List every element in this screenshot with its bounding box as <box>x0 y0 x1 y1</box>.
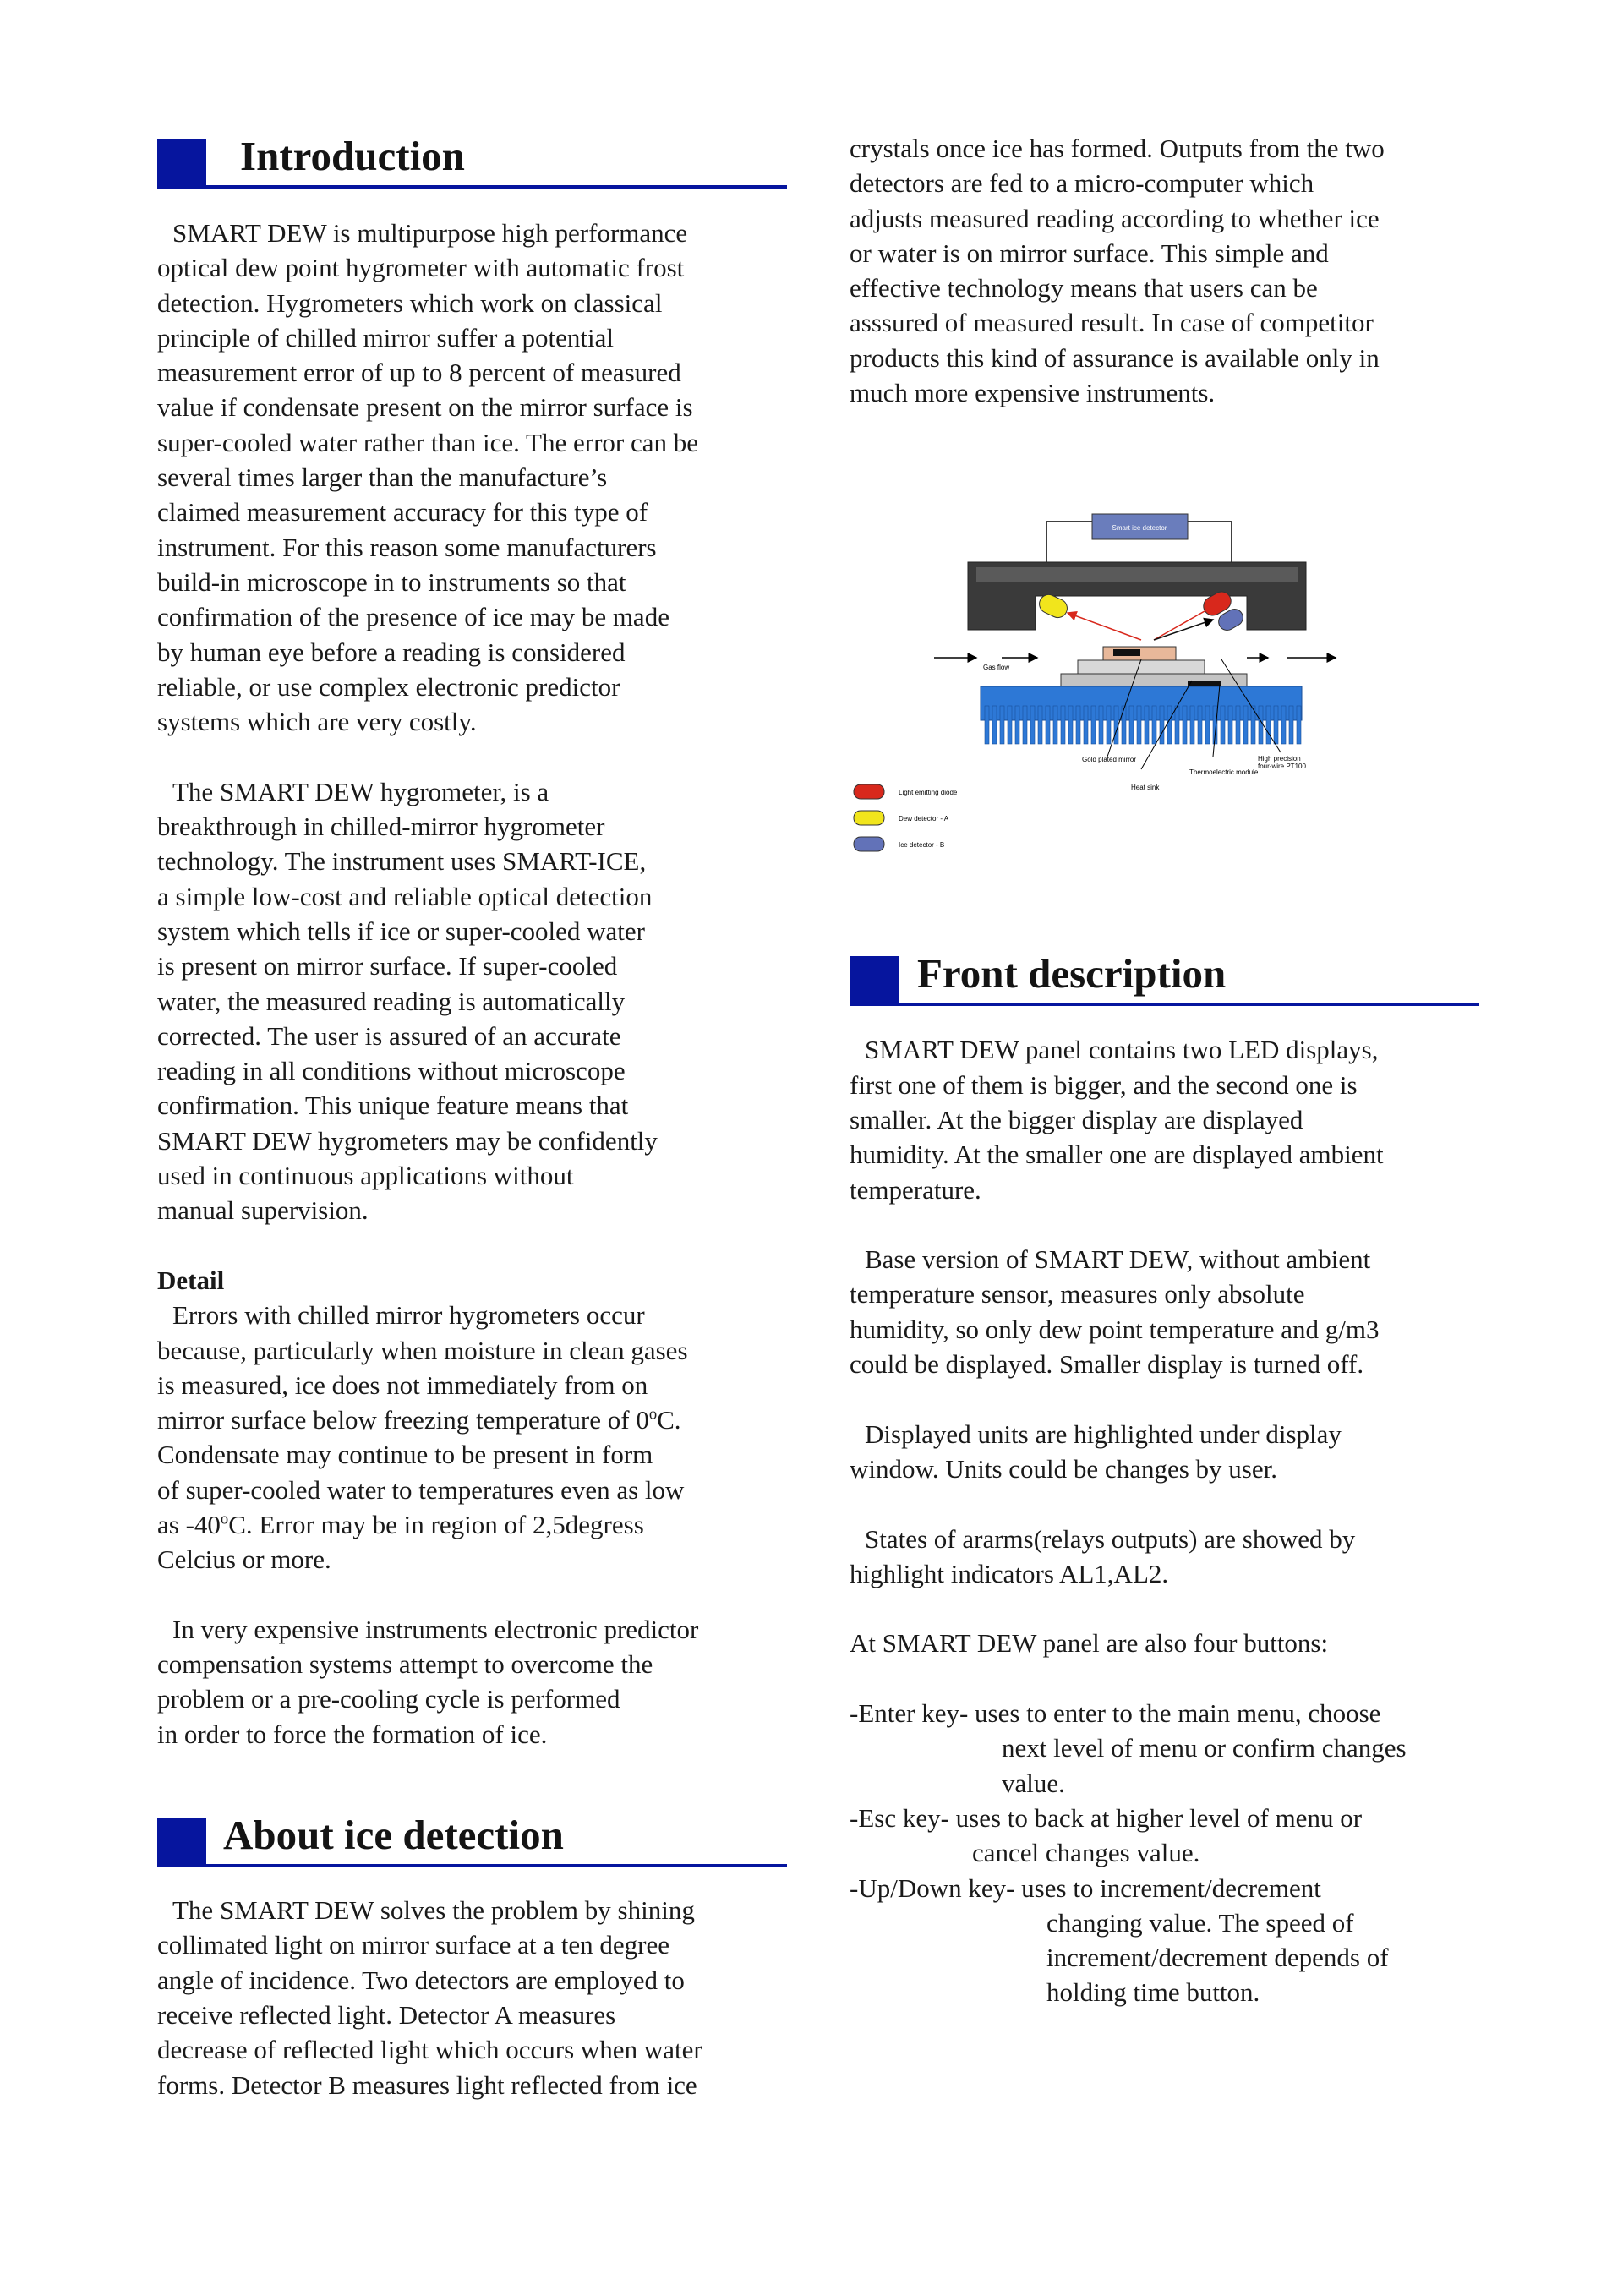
heat-sink-fin <box>1175 706 1179 744</box>
detail-label: Detail <box>157 1265 225 1295</box>
gas-flow-label: Gas flow <box>983 664 1010 671</box>
heat-sink-fin <box>1274 706 1278 744</box>
housing-highlight <box>976 567 1298 582</box>
gold-plated-mirror-label: Gold plated mirror <box>1082 756 1137 763</box>
light-ray-reflected <box>1068 613 1141 640</box>
legend-dew-label: Dew detector - A <box>899 815 949 823</box>
heading-square-marker <box>157 1818 206 1867</box>
heat-sink-fin <box>1023 706 1027 744</box>
heat-sink-fin <box>985 706 989 744</box>
front-paragraph-2: Base version of SMART DEW, without ambient temperature sensor, measures only absolute humidity, so only dew point temperature and g/m3 could be displayed. Smaller display is turned off. <box>850 1244 1380 1380</box>
introduction-heading <box>157 127 787 188</box>
heat-sink-fin <box>1038 706 1042 744</box>
front-paragraph-3: Displayed units are highlighted under display window. Units could be changes by user. <box>850 1419 1342 1484</box>
heat-sink-fin <box>1243 706 1248 744</box>
heat-sink-fin <box>1046 706 1050 744</box>
heat-sink-fin <box>1015 706 1019 744</box>
heading-square-marker <box>157 139 206 188</box>
heat-sink-fin <box>1099 706 1103 744</box>
heat-sink-fin <box>1297 706 1301 744</box>
heading-rule <box>157 185 787 189</box>
heading-square-marker <box>850 956 899 1005</box>
heat-sink-fin <box>992 706 997 744</box>
heat-sink-fin <box>1137 706 1141 744</box>
heat-sink-fin <box>1198 706 1202 744</box>
heat-sink-fin <box>1205 706 1210 744</box>
about-ice-detection-heading <box>157 1806 787 1867</box>
heat-sink-fin <box>1084 706 1088 744</box>
heat-sink-fin <box>1266 706 1271 744</box>
esc-key-description: -Esc key- uses to back at higher level of menu or cancel changes value. <box>850 1802 1363 1868</box>
about-ice-detection-heading-text: About ice detection <box>223 1812 564 1859</box>
introduction-heading-text: Introduction <box>240 133 465 179</box>
front-paragraph-1: SMART DEW panel contains two LED displays, first one of them is bigger, and the second one is smaller. At the bigger display are displayed humidity. At the smaller one are displayed ambient temperature. <box>850 1035 1384 1205</box>
ice-detection-diagram <box>850 511 1348 909</box>
heat-sink-fin <box>1152 706 1156 744</box>
heat-sink-fin <box>1289 706 1293 744</box>
intro-paragraph-4: In very expensive instruments electronic predictor compensation systems attempt to overcome the problem or a pre-cooling cycle is performed in order to force the formation of ice. <box>157 1614 699 1749</box>
front-paragraph-5: At SMART DEW panel are also four buttons: <box>850 1628 1329 1659</box>
heat-sink-fin <box>1122 706 1126 744</box>
front-description-heading <box>850 944 1479 1005</box>
legend-dew-swatch <box>854 811 884 825</box>
heat-sink-fin <box>1129 706 1134 744</box>
mirror-base-plate <box>1078 660 1205 674</box>
high-precision-label: High precision <box>1258 755 1301 763</box>
heat-sink-fin <box>1053 706 1057 744</box>
heat-sink-fin <box>1068 706 1073 744</box>
heat-sink-fin <box>1167 706 1172 744</box>
legend-ice-swatch <box>854 837 884 851</box>
heat-sink-fin <box>1000 706 1004 744</box>
intro-paragraph-2: The SMART DEW hygrometer, is a breakthrough in chilled-mirror hygrometer technology. The instrument uses SMART-ICE, a simple low-cost and reliable optical detection system which tells if ice or super-cooled water is present on mirror surface. If super-cooled water, the measured reading is automatically corrected. The user is assured of an accurate reading in all conditions without microscope confirmation. This unique feature means that SMART DEW hygrometers may be confidently used in continuous applications without manual supervision. <box>157 776 658 1226</box>
smart-ice-detector-label: Smart ice detector <box>1112 524 1167 532</box>
heat-sink-fin <box>1160 706 1164 744</box>
right-column <box>850 127 1479 2010</box>
heat-sink-fin <box>1259 706 1263 744</box>
up-down-key-description: -Up/Down key- uses to increment/decrement changing value. The speed of increment/decrement depends of holding time button. <box>850 1872 1389 2008</box>
heat-sink-fin <box>1114 706 1118 744</box>
enter-key-description: -Enter key- uses to enter to the main menu, choose next level of menu or confirm changes value. <box>850 1698 1407 1798</box>
heat-sink-fin <box>1030 706 1035 744</box>
heat-sink-fin <box>1008 706 1012 744</box>
heat-sink-fin <box>1190 706 1194 744</box>
heat-sink-fin <box>1076 706 1080 744</box>
legend-led-label: Light emitting diode <box>899 789 958 796</box>
heat-sink-fin <box>1107 706 1111 744</box>
heat-sink-fin <box>1221 706 1225 744</box>
detail-paragraph: Errors with chilled mirror hygrometers occur because, particularly when moisture in clean gases is measured, ice does not immediately from on mirror surface below freezing temperature of 0$^o$C. Condensate may continue to be present in form of super-cooled water to temperatures even as low as -40$^o$C. Error may be in region of 2,5degress Celcius or more. <box>157 1300 688 1575</box>
heat-sink-fin <box>1091 706 1096 744</box>
ice-paragraph-1-continued: crystals once ice has formed. Outputs from the two detectors are fed to a micro-computer which adjusts measured reading according to whether ice or water is on mirror surface. This simple and effective technology means that users can be asssured of measured result. In case of competitor products this kind of assurance is available only in much more expensive instruments. <box>850 134 1385 408</box>
legend-ice-label: Ice detector - B <box>899 841 945 849</box>
ice-paragraph-1: The SMART DEW solves the problem by shining collimated light on mirror surface at a ten degree angle of incidence. Two detectors are employed to receive reflected light. Detector A measures decrease of reflected light which occurs when water forms. Detector B measures light reflected from ice <box>157 1895 702 2100</box>
heat-sink-fin <box>1183 706 1187 744</box>
front-description-heading-text: Front description <box>917 950 1227 998</box>
heat-sink-fin <box>1281 706 1286 744</box>
left-column <box>157 127 787 2102</box>
pt100-label: four-wire PT100 <box>1258 763 1306 770</box>
mirror-dark-element <box>1113 649 1140 656</box>
heading-rule <box>850 1003 1479 1006</box>
intro-paragraph-1: SMART DEW is multipurpose high performance optical dew point hygrometer with automatic frost detection. Hygrometers which work on classical principle of chilled mirror suffer a potential measurement error of up to 8 percent of measured value if condensate present on the mirror surface is super-cooled water rather than ice. The error can be several times larger than the manufacture’s claimed measurement accuracy for this type of instrument. For this reason some manufacturers build-in microscope in to instruments so that confirmation of the presence of ice may be made by human eye before a reading is considered reliable, or use complex electronic predictor systems which are very costly. <box>157 218 698 737</box>
legend-led-swatch <box>854 784 884 799</box>
front-paragraph-4: States of ararms(relays outputs) are showed by highlight indicators AL1,AL2. <box>850 1523 1356 1588</box>
heat-sink-fin <box>1228 706 1232 744</box>
heat-sink-label: Heat sink <box>1131 784 1160 791</box>
heat-sink-fin <box>1236 706 1240 744</box>
heat-sink-fin <box>1061 706 1065 744</box>
heading-rule <box>157 1864 787 1867</box>
thermoelectric-module-label: Thermoelectric module <box>1189 768 1259 776</box>
heat-sink-fin <box>1145 706 1149 744</box>
